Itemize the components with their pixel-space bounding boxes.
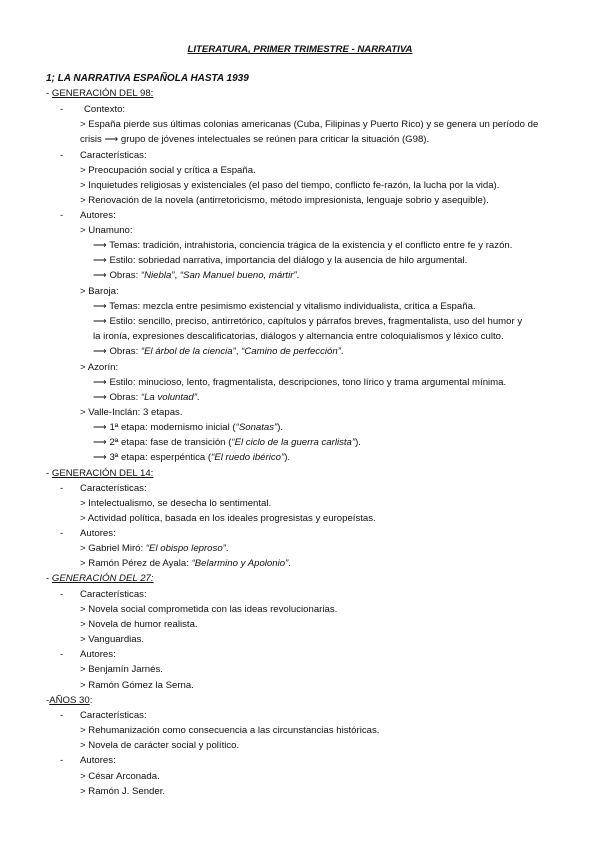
author-gomez-serna: > Ramón Gómez la Serna. (80, 680, 194, 691)
g14-caracteristica-2: > Actividad política, basada en los ideales progresistas y europeístas. (80, 513, 376, 524)
baroja-obras: ⟶ Obras: “El árbol de la ciencia”, “Camino de perfección”. (93, 346, 344, 357)
g14-heading-text: GENERACIÓN DEL 14: (51, 468, 154, 479)
g98-caracteristica-3: > Renovación de la novela (antirretoricismo, método impresionista, lenguaje sobrio y asequible). (80, 195, 489, 206)
dash: - (60, 210, 64, 221)
dash: - (60, 483, 64, 494)
a30-caracteristicas-label: Características: (80, 710, 147, 721)
dash: - (60, 755, 64, 766)
g27-caracteristica-3: > Vanguardias. (80, 634, 145, 645)
g27-caracteristicas-label: Características: (80, 589, 147, 600)
unamuno-temas: ⟶ Temas: tradición, intrahistoria, conciencia trágica de la existencia y el conflicto entre fe y razón. (93, 240, 513, 251)
bullet-dash: - (46, 88, 50, 99)
azorin-estilo: ⟶ Estilo: minucioso, lento, fragmentalista, descripciones, tono lírico y trama argumental mínima. (93, 377, 507, 388)
g98-autores-label: Autores: (80, 210, 116, 221)
author-unamuno: > Unamuno: (80, 225, 133, 236)
dash: - (60, 150, 64, 161)
g27-heading (46, 573, 154, 585)
arrow-icon: ⟶ (93, 240, 107, 251)
baroja-temas: ⟶ Temas: mezcla entre pesimismo existencial y vitalismo individualista, crítica a España. (93, 301, 476, 312)
valle-etapa-1: ⟶ 1ª etapa: modernismo inicial (“Sonatas”). (93, 422, 284, 433)
g98-heading (46, 88, 153, 100)
arrow-icon: ⟶ (93, 346, 107, 357)
arrow-icon: ⟶ (93, 301, 107, 312)
a30-heading: -AÑOS 30: (46, 695, 93, 706)
a30-autores-label: Autores: (80, 755, 116, 766)
bullet-dash: - (46, 695, 50, 706)
unamuno-estilo: ⟶ Estilo: sobriedad narrativa, importancia del diálogo y la ausencia de hilo argumental. (93, 255, 468, 266)
author-miro: > Gabriel Miró: “El obispo leproso”. (80, 543, 229, 554)
author-azorin: > Azorín: (80, 362, 119, 373)
g14-caracteristicas-label: Características: (80, 483, 147, 494)
author-sender: > Ramón J. Sender. (80, 786, 166, 797)
g27-caracteristica-2: > Novela de humor realista. (80, 619, 198, 630)
unamuno-obras: ⟶ Obras: “Niebla”, “San Manuel bueno, mártir”. (93, 270, 300, 281)
bullet-dash: - (46, 468, 50, 479)
g27-heading-text: GENERACIÓN DEL 27: (51, 573, 154, 584)
azorin-obras: ⟶ Obras: “La voluntad”. (93, 392, 200, 403)
g98-caracteristicas-label: Características: (80, 150, 147, 161)
dash: - (60, 104, 64, 115)
author-arconada: > César Arconada. (80, 771, 160, 782)
author-valle-inclan: > Valle-Inclán: 3 etapas. (80, 407, 183, 418)
dash: - (60, 649, 64, 660)
g98-heading-text: GENERACIÓN DEL 98: (51, 88, 154, 99)
valle-etapa-3: ⟶ 3ª etapa: esperpéntica (“El ruedo ibérico”). (93, 452, 291, 463)
arrow-icon: ⟶ (93, 422, 107, 433)
g14-heading (46, 468, 153, 480)
arrow-icon: ⟶ (93, 270, 107, 281)
g98-caracteristica-1: > Preocupación social y crítica a España. (80, 165, 256, 176)
author-perez-de-ayala: > Ramón Pérez de Ayala: “Belarmino y Apolonio”. (80, 558, 291, 569)
document-title: LITERATURA, PRIMER TRIMESTRE - NARRATIVA (187, 44, 413, 55)
bullet-dash: - (46, 573, 50, 584)
author-jarnes: > Benjamín Jarnés. (80, 664, 163, 675)
arrow-icon: ⟶ (93, 452, 107, 463)
g98-contexto-line-2: crisis ⟶ grupo de jóvenes intelectuales se reúnen para criticar la situación (G98). (80, 134, 430, 145)
dash: - (60, 528, 64, 539)
baroja-estilo: ⟶ Estilo: sencillo, preciso, antirretórico, capítulos y párrafos breves, fragmentalista, uso del humor y (93, 316, 523, 327)
g27-caracteristica-1: > Novela social comprometida con las ideas revolucionarias. (80, 604, 338, 615)
g98-contexto-line-1: > España pierde sus últimas colonias americanas (Cuba, Filipinas y Puerto Rico) y se genera un período de (80, 119, 539, 130)
g98-contexto-label: Contexto: (84, 104, 126, 115)
g14-caracteristica-1: > Intelectualismo, se desecha lo sentimental. (80, 498, 272, 509)
a30-caracteristica-1: > Rehumanización como consecuencia a las circunstancias históricas. (80, 725, 380, 736)
dash: - (60, 710, 64, 721)
g98-caracteristica-2: > Inquietudes religiosas y existenciales (el paso del tiempo, conflicto fe-razón, la lucha por la vida). (80, 180, 500, 191)
arrow-icon: ⟶ (93, 377, 107, 388)
author-baroja: > Baroja: (80, 286, 119, 297)
arrow-icon: ⟶ (93, 437, 107, 448)
arrow-icon: ⟶ (93, 392, 107, 403)
section-heading: 1; LA NARRATIVA ESPAÑOLA HASTA 1939 (46, 73, 249, 84)
arrow-icon: ⟶ (93, 316, 107, 327)
valle-etapa-2: ⟶ 2ª etapa: fase de transición (“El ciclo de la guerra carlista”). (93, 437, 361, 448)
a30-caracteristica-2: > Novela de carácter social y político. (80, 740, 240, 751)
g14-autores-label: Autores: (80, 528, 116, 539)
g27-autores-label: Autores: (80, 649, 116, 660)
arrow-icon: ⟶ (93, 255, 107, 266)
dash: - (60, 589, 64, 600)
baroja-estilo-cont: la ironía, expresiones descalificatorias, diálogos y alternancia entre coloquialismos y léxico culto. (93, 331, 504, 342)
a30-heading-text: AÑOS 30 (49, 695, 90, 706)
